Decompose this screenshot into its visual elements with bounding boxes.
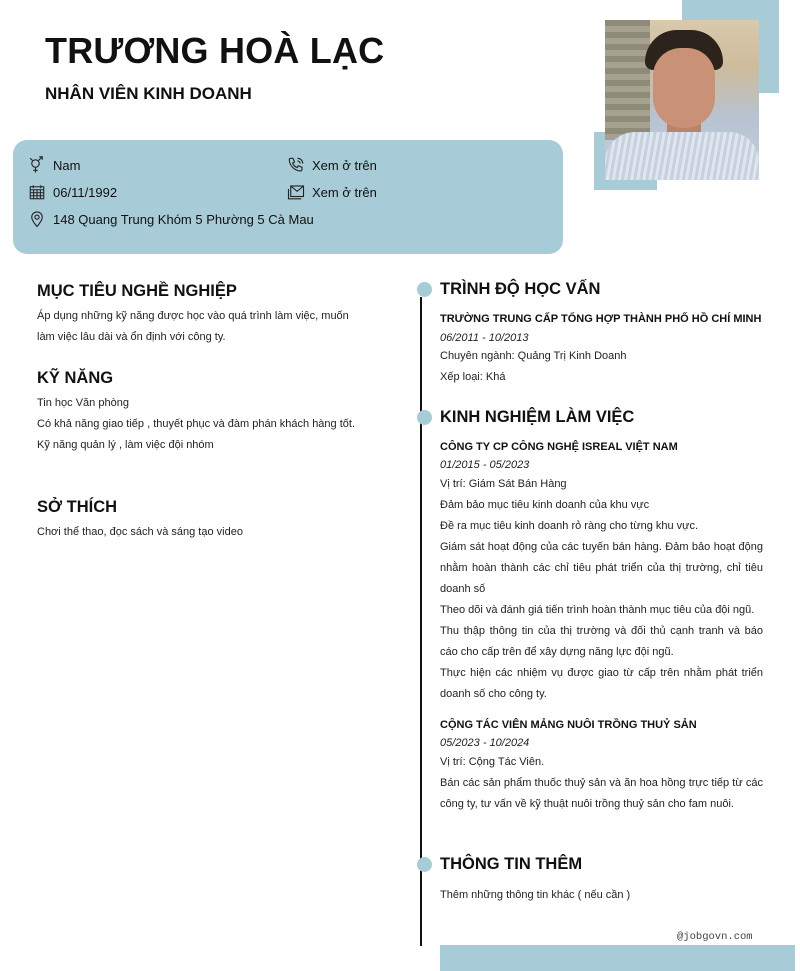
contact-phone: [287, 155, 377, 175]
phone-value: Xem ở trên: [312, 157, 377, 173]
contact-info-box: [13, 140, 563, 254]
job-details: [440, 752, 763, 815]
school-name: TRƯỜNG TRUNG CẤP TỔNG HỢP THÀNH PHỐ HỒ CHÍ MINH: [440, 313, 762, 325]
gender-icon: [28, 156, 46, 174]
timeline-dot: [417, 410, 432, 425]
job-duty: Theo dõi và đánh giá tiến trình hoàn thành mục tiêu của đội ngũ.: [440, 604, 755, 616]
contact-address: [28, 209, 314, 229]
experience-title: KINH NGHIỆM LÀM VIỆC: [440, 408, 635, 426]
objective-line: làm việc lâu dài và ổn định với công ty.: [37, 331, 226, 343]
skill-item: Có khả năng giao tiếp , thuyết phục và đàm phán khách hàng tốt.: [37, 418, 356, 430]
job-duty: Đề ra mục tiêu kinh doanh rỏ ràng cho từng khu vực.: [440, 520, 699, 532]
additional-title: THÔNG TIN THÊM: [440, 855, 583, 873]
job-position: Vị trí: Giám Sát Bán Hàng: [440, 478, 567, 490]
education-major: Chuyên ngành: Quảng Trị Kinh Doanh: [440, 350, 627, 362]
job-company: CỘNG TÁC VIÊN MẢNG NUÔI TRỒNG THUỶ SẢN: [440, 719, 697, 731]
job-period: 01/2015 - 05/2023: [440, 459, 530, 471]
job-position: Vị trí: Cộng Tác Viên.: [440, 756, 545, 768]
location-pin-icon: [28, 210, 46, 228]
education-title: TRÌNH ĐỘ HỌC VẤN: [440, 280, 601, 298]
mail-icon: [287, 183, 305, 201]
timeline-dot: [417, 282, 432, 297]
watermark: @jobgovn.com: [677, 931, 753, 943]
job-duty: Giám sát hoạt động của các tuyến bán hàng. Đảm bảo hoạt động nhằm hoàn thành các chỉ tiêu phát triển của thị trường, chỉ tiêu doanh số: [440, 541, 763, 595]
address-value: 148 Quang Trung Khóm 5 Phường 5 Cà Mau: [53, 211, 314, 227]
job-company: CÔNG TY CP CÔNG NGHỆ ISREAL VIỆT NAM: [440, 441, 678, 453]
calendar-icon: [28, 183, 46, 201]
gender-value: Nam: [53, 157, 81, 173]
job-details: [440, 474, 763, 705]
accent-block-bottom: [440, 945, 795, 971]
job-duty: Thực hiện các nhiệm vụ được giao từ cấp trên nhằm phát triển doanh số cho công ty.: [440, 667, 763, 700]
job-duty: Đảm bảo mục tiêu kinh doanh của khu vực: [440, 499, 650, 511]
job-title: NHÂN VIÊN KINH DOANH: [45, 84, 252, 103]
education-details: [440, 346, 627, 388]
objective-title: MỤC TIÊU NGHỀ NGHIỆP: [37, 282, 237, 300]
job-duty: Bán các sản phẩm thuốc thuỷ sản và ăn hoa hồng trực tiếp từ các công ty, tư vấn về kỹ thuật nuôi trồng thuỷ sản cho fam nuôi.: [440, 777, 763, 810]
timeline-dot: [417, 857, 432, 872]
skills-title: KỸ NĂNG: [37, 369, 114, 387]
hobbies-title: SỞ THÍCH: [37, 498, 118, 516]
contact-birthday: [28, 182, 117, 202]
skill-item: Tin học Văn phòng: [37, 397, 129, 409]
contact-email: [287, 182, 377, 202]
hobbies-text: Chơi thể thao, đọc sách và sáng tạo video: [37, 526, 243, 538]
job-period: 05/2023 - 10/2024: [440, 737, 530, 749]
birthday-value: 06/11/1992: [53, 184, 118, 200]
skill-item: Kỹ năng quản lý , làm việc đội nhóm: [37, 439, 214, 451]
education-grade: Xếp loại: Khá: [440, 371, 506, 383]
job-duty: Thu thập thông tin của thị trường và đối thủ cạnh tranh và báo cáo cho cấp trên để xây dựng năng lực đội ngũ.: [440, 625, 763, 658]
timeline-line: [420, 297, 422, 946]
objective-text: [37, 306, 367, 348]
phone-icon: [287, 156, 305, 174]
email-value: Xem ở trên: [312, 184, 377, 200]
objective-line: Áp dụng những kỹ năng được học vào quá trình làm việc, muốn: [37, 310, 349, 322]
candidate-name: TRƯƠNG HOÀ LẠC: [45, 30, 385, 71]
contact-gender: [28, 155, 80, 175]
additional-text: Thêm những thông tin khác ( nếu cần ): [440, 889, 631, 901]
education-period: 06/2011 - 10/2013: [440, 332, 529, 344]
skills-list: [37, 393, 377, 456]
profile-photo: [605, 20, 759, 180]
